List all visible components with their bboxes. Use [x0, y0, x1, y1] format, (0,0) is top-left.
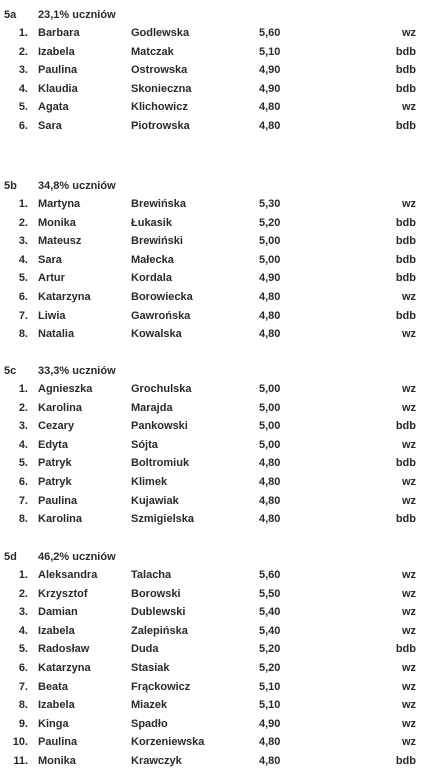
table-row — [0, 272, 444, 291]
last-name: Stasiak — [131, 661, 170, 674]
first-name: Mateusz — [38, 235, 82, 248]
first-name: Monika — [38, 754, 76, 767]
first-name: Agnieszka — [38, 383, 93, 395]
grade-average: 4,80 — [259, 119, 281, 132]
grade-average: 5,30 — [259, 198, 281, 210]
rank-number: 6. — [18, 119, 28, 132]
percent-label: 34,8% uczniów — [38, 180, 116, 192]
table-row — [0, 439, 444, 458]
grade-average: 5,60 — [259, 569, 281, 581]
table-row — [0, 46, 444, 65]
rank-number: 7. — [18, 309, 28, 322]
rank-number: 4. — [18, 82, 28, 95]
last-name: Małecka — [131, 253, 174, 266]
last-name: Klichowicz — [131, 101, 188, 114]
behavior-grade: wz — [401, 717, 416, 730]
class-label: 5d — [4, 551, 17, 563]
table-row — [0, 699, 444, 718]
last-name: Korzeniewska — [131, 736, 205, 749]
table-row — [0, 643, 444, 662]
behavior-grade: bdb — [395, 272, 416, 285]
rank-number: 6. — [18, 475, 28, 488]
table-row — [0, 291, 444, 310]
behavior-grade: bdb — [395, 45, 416, 58]
rank-number: 7. — [18, 680, 28, 693]
behavior-grade: bdb — [395, 457, 416, 470]
grade-average: 4,80 — [259, 290, 281, 303]
grade-average: 4,80 — [259, 513, 281, 526]
behavior-grade: wz — [401, 587, 416, 600]
grade-average: 4,80 — [259, 754, 281, 767]
percent-label: 46,2% uczniów — [38, 551, 116, 563]
class-label: 5a — [4, 9, 17, 21]
rank-number: 4. — [18, 624, 28, 637]
table-row — [0, 718, 444, 737]
section-5b — [0, 180, 444, 347]
first-name: Paulina — [38, 494, 78, 507]
table-row — [0, 120, 444, 139]
behavior-grade: wz — [401, 569, 416, 581]
first-name: Krzysztof — [38, 587, 88, 600]
table-row — [0, 83, 444, 102]
last-name: Grochulska — [131, 383, 192, 395]
behavior-grade: wz — [401, 736, 416, 749]
grade-average: 5,60 — [259, 27, 281, 39]
grade-average: 5,00 — [259, 235, 281, 248]
last-name: Kujawiak — [131, 494, 179, 507]
first-name: Liwia — [38, 309, 66, 322]
grade-average: 4,80 — [259, 101, 281, 114]
behavior-grade: wz — [401, 328, 416, 341]
behavior-grade: wz — [401, 27, 416, 39]
rank-number: 3. — [18, 64, 28, 77]
behavior-grade: wz — [401, 699, 416, 712]
first-name: Katarzyna — [38, 661, 91, 674]
percent-label: 33,3% uczniów — [38, 365, 116, 377]
behavior-grade: wz — [401, 494, 416, 507]
behavior-grade: wz — [401, 475, 416, 488]
rank-number: 4. — [18, 438, 28, 451]
last-name: Łukasik — [131, 216, 172, 229]
table-row — [0, 755, 444, 774]
table-row — [0, 476, 444, 495]
rank-number: 3. — [18, 606, 28, 619]
last-name: Spadło — [131, 717, 168, 730]
last-name: Matczak — [131, 45, 174, 58]
rank-number: 1. — [18, 198, 28, 210]
behavior-grade: wz — [401, 624, 416, 637]
behavior-grade: wz — [401, 606, 416, 619]
first-name: Edyta — [38, 438, 68, 451]
rank-number: 2. — [18, 587, 28, 600]
behavior-grade: wz — [401, 383, 416, 395]
table-row — [0, 64, 444, 83]
table-row — [0, 235, 444, 254]
grade-average: 5,20 — [259, 643, 281, 656]
rank-number: 8. — [18, 699, 28, 712]
table-row — [0, 662, 444, 681]
grade-average: 4,90 — [259, 717, 281, 730]
first-name: Barbara — [38, 27, 80, 39]
rank-number: 1. — [18, 27, 28, 39]
last-name: Kordala — [131, 272, 172, 285]
student-list — [0, 198, 444, 347]
table-row — [0, 513, 444, 532]
table-row — [0, 27, 444, 46]
grade-average: 4,90 — [259, 272, 281, 285]
table-row — [0, 681, 444, 700]
rank-number: 5. — [18, 272, 28, 285]
table-row — [0, 101, 444, 120]
first-name: Beata — [38, 680, 68, 693]
first-name: Katarzyna — [38, 290, 91, 303]
rank-number: 11. — [13, 754, 28, 767]
student-list — [0, 27, 444, 139]
first-name: Karolina — [38, 401, 83, 414]
grade-average: 5,10 — [259, 680, 281, 693]
table-row — [0, 625, 444, 644]
table-row — [0, 198, 444, 217]
grade-average: 5,00 — [259, 420, 281, 433]
behavior-grade: bdb — [395, 82, 416, 95]
table-row — [0, 588, 444, 607]
behavior-grade: wz — [401, 680, 416, 693]
section-header — [0, 180, 444, 198]
first-name: Kinga — [38, 717, 69, 730]
last-name: Piotrowska — [131, 119, 190, 132]
grade-average: 4,80 — [259, 475, 281, 488]
rank-number: 2. — [18, 401, 28, 414]
rank-number: 2. — [18, 216, 28, 229]
first-name: Izabela — [38, 624, 75, 637]
behavior-grade: wz — [401, 661, 416, 674]
rank-number: 9. — [18, 717, 28, 730]
first-name: Izabela — [38, 45, 75, 58]
last-name: Boltromiuk — [131, 457, 190, 470]
section-5a — [0, 9, 444, 139]
grade-average: 5,10 — [259, 699, 281, 712]
behavior-grade: bdb — [395, 64, 416, 77]
rank-number: 6. — [18, 661, 28, 674]
grade-average: 5,40 — [259, 606, 281, 619]
first-name: Agata — [38, 101, 69, 114]
section-header — [0, 551, 444, 569]
rank-number: 8. — [18, 328, 28, 341]
last-name: Ostrowska — [131, 64, 188, 77]
grade-average: 5,00 — [259, 438, 281, 451]
first-name: Sara — [38, 253, 62, 266]
last-name: Gawrońska — [131, 309, 191, 322]
table-row — [0, 383, 444, 402]
behavior-grade: bdb — [395, 513, 416, 526]
behavior-grade: bdb — [395, 420, 416, 433]
last-name: Klimek — [131, 475, 168, 488]
rank-number: 7. — [18, 494, 28, 507]
rank-number: 1. — [18, 383, 28, 395]
behavior-grade: bdb — [395, 643, 416, 656]
grade-average: 5,00 — [259, 253, 281, 266]
grade-average: 4,80 — [259, 494, 281, 507]
grade-average: 4,80 — [259, 328, 281, 341]
first-name: Izabela — [38, 699, 75, 712]
grade-average: 5,50 — [259, 587, 281, 600]
grade-average: 4,80 — [259, 457, 281, 470]
last-name: Krawczyk — [131, 754, 182, 767]
first-name: Karolina — [38, 513, 83, 526]
table-row — [0, 402, 444, 421]
grade-average: 4,90 — [259, 82, 281, 95]
last-name: Skonieczna — [131, 82, 192, 95]
section-header — [0, 365, 444, 383]
table-row — [0, 217, 444, 236]
last-name: Brewiński — [131, 235, 183, 248]
table-row — [0, 328, 444, 347]
table-row — [0, 736, 444, 755]
first-name: Radosław — [38, 643, 90, 656]
last-name: Szmigielska — [131, 513, 194, 526]
rank-number: 2. — [18, 45, 28, 58]
behavior-grade: bdb — [395, 216, 416, 229]
rank-number: 4. — [18, 253, 28, 266]
behavior-grade: bdb — [395, 309, 416, 322]
first-name: Damian — [38, 606, 78, 619]
section-header — [0, 9, 444, 27]
last-name: Miazek — [131, 699, 168, 712]
first-name: Cezary — [38, 420, 75, 433]
rank-number: 3. — [18, 420, 28, 433]
first-name: Monika — [38, 216, 76, 229]
behavior-grade: bdb — [395, 235, 416, 248]
rank-number: 3. — [18, 235, 28, 248]
section-5d — [0, 551, 444, 774]
table-row — [0, 420, 444, 439]
rank-number: 6. — [18, 290, 28, 303]
last-name: Frąckowicz — [131, 680, 191, 693]
rank-number: 5. — [18, 101, 28, 114]
first-name: Natalia — [38, 328, 75, 341]
table-row — [0, 457, 444, 476]
section-5c — [0, 365, 444, 532]
last-name: Duda — [131, 643, 159, 656]
first-name: Paulina — [38, 736, 78, 749]
first-name: Martyna — [38, 198, 81, 210]
last-name: Godlewska — [131, 27, 190, 39]
rank-number: 5. — [18, 643, 28, 656]
rank-number: 1. — [18, 569, 28, 581]
grade-average: 5,40 — [259, 624, 281, 637]
behavior-grade: wz — [401, 438, 416, 451]
first-name: Sara — [38, 119, 62, 132]
last-name: Borowiecka — [131, 290, 193, 303]
last-name: Marajda — [131, 401, 173, 414]
student-list — [0, 569, 444, 774]
behavior-grade: wz — [401, 401, 416, 414]
behavior-grade: wz — [401, 290, 416, 303]
behavior-grade: bdb — [395, 253, 416, 266]
behavior-grade: wz — [401, 101, 416, 114]
rank-number: 5. — [18, 457, 28, 470]
first-name: Paulina — [38, 64, 78, 77]
first-name: Klaudia — [38, 82, 78, 95]
first-name: Patryk — [38, 457, 72, 470]
last-name: Talacha — [131, 569, 172, 581]
grade-average: 5,00 — [259, 383, 281, 395]
grade-average: 5,10 — [259, 45, 281, 58]
class-label: 5c — [4, 365, 17, 377]
rank-number: 10. — [12, 736, 28, 749]
percent-label: 23,1% uczniów — [38, 9, 116, 21]
table-row — [0, 495, 444, 514]
behavior-grade: bdb — [395, 754, 416, 767]
table-row — [0, 569, 444, 588]
table-row — [0, 606, 444, 625]
grade-average: 4,80 — [259, 736, 281, 749]
grade-average: 5,20 — [259, 216, 281, 229]
last-name: Pankowski — [131, 420, 188, 433]
rank-number: 8. — [18, 513, 28, 526]
student-list — [0, 383, 444, 532]
last-name: Borowski — [131, 587, 181, 600]
first-name: Aleksandra — [38, 569, 98, 581]
behavior-grade: wz — [401, 198, 416, 210]
last-name: Dublewski — [131, 606, 186, 619]
behavior-grade: bdb — [395, 119, 416, 132]
last-name: Brewińska — [131, 198, 187, 210]
last-name: Sójta — [131, 438, 158, 451]
grade-average: 4,90 — [259, 64, 281, 77]
grade-average: 4,80 — [259, 309, 281, 322]
last-name: Zalepińska — [131, 624, 188, 637]
table-row — [0, 254, 444, 273]
class-label: 5b — [4, 180, 17, 192]
grade-average: 5,20 — [259, 661, 281, 674]
first-name: Patryk — [38, 475, 72, 488]
grade-average: 5,00 — [259, 401, 281, 414]
first-name: Artur — [38, 272, 65, 285]
table-row — [0, 310, 444, 329]
last-name: Kowalska — [131, 328, 182, 341]
